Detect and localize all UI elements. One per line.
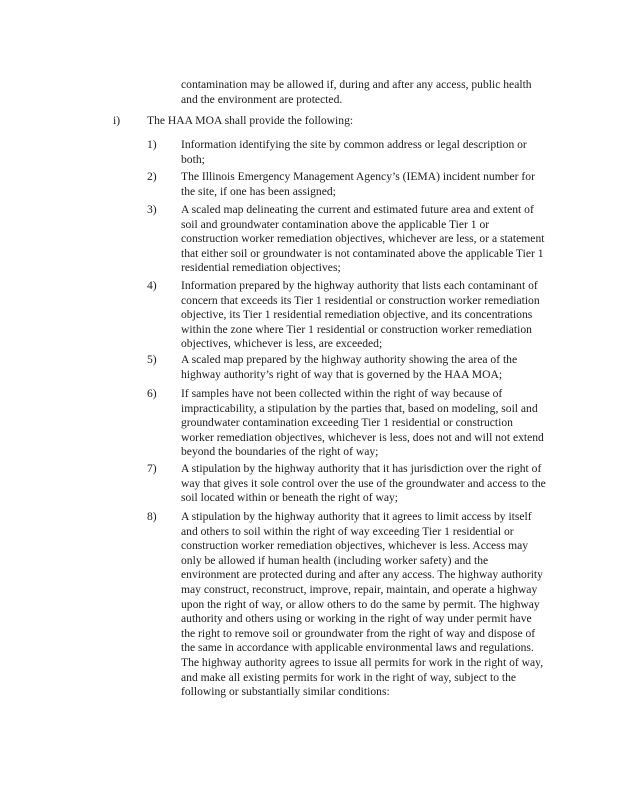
list-item: A stipulation by the highway authority that it agrees to limit access by itself and others to soil within the right of way exceeding Tier 1 residential or construction worker remediation objectives, whichever is less. Access may only be allowed if human health (including worker safety) and the environment are protected during and after any access. The highway authority may construct, reconstruct, improve, repair, maintain, and operate a highway upon the right of way, or allow others to do the same by permit. The highway authority and others using or working in the right of way under permit have the right to remove soil or groundwater from the right of way and dispose of the same in accordance with applicable environmental laws and regulations. The highway authority agrees to issue all permits for work in the right of way, and make all existing permits for work in the right of way, subject to the following or substantially similar conditions: bbox=[181, 510, 544, 699]
item-number: 2) bbox=[147, 170, 157, 183]
list-item: The Illinois Emergency Management Agency’s (IEMA) incident number for the site, if one has been assigned; bbox=[181, 170, 535, 198]
item-number: 5) bbox=[147, 353, 157, 366]
item-number: 4) bbox=[147, 279, 157, 292]
section-heading: The HAA MOA shall provide the following: bbox=[147, 114, 354, 127]
list-item: A scaled map delineating the current and estimated future area and extent of soil and groundwater contamination above the applicable Tier 1 or construction worker remediation objectives, whichever are less, or a statement that either soil or groundwater is not contaminated above the applicable Tier 1 residential remediation objectives; bbox=[181, 203, 545, 275]
item-number: 1) bbox=[147, 138, 157, 151]
item-number: 6) bbox=[147, 387, 157, 400]
item-number: 3) bbox=[147, 203, 157, 216]
section-marker: i) bbox=[113, 114, 121, 127]
continuation-paragraph bbox=[181, 78, 551, 107]
continuation-text: contamination may be allowed if, during and after any access, public health and the environment are protected. bbox=[181, 78, 532, 106]
item-number: 8) bbox=[147, 510, 157, 523]
list-item: A stipulation by the highway authority that it has jurisdiction over the right of way that gives it sole control over the use of the groundwater and access to the soil located within or beneath the right of way; bbox=[181, 462, 546, 505]
item-number: 7) bbox=[147, 462, 157, 475]
list-item: Information prepared by the highway authority that lists each contaminant of concern that exceeds its Tier 1 residential or construction worker remediation objective, its Tier 1 residential remediation objective, and its concentrations within the zone where Tier 1 residential or construction worker remediation objectives, whichever is less, are exceeded; bbox=[181, 279, 540, 351]
list-item: Information identifying the site by common address or legal description or both; bbox=[181, 138, 527, 166]
list-item: A scaled map prepared by the highway authority showing the area of the highway authority’s right of way that is governed by the HAA MOA; bbox=[181, 353, 518, 381]
list-item: If samples have not been collected within the right of way because of impracticability, a stipulation by the parties that, based on modeling, soil and groundwater contamination exceeding Tier 1 residential or construction worker remediation objectives, whichever is less, does not and will not extend beyond the boundaries of the right of way; bbox=[181, 387, 544, 459]
